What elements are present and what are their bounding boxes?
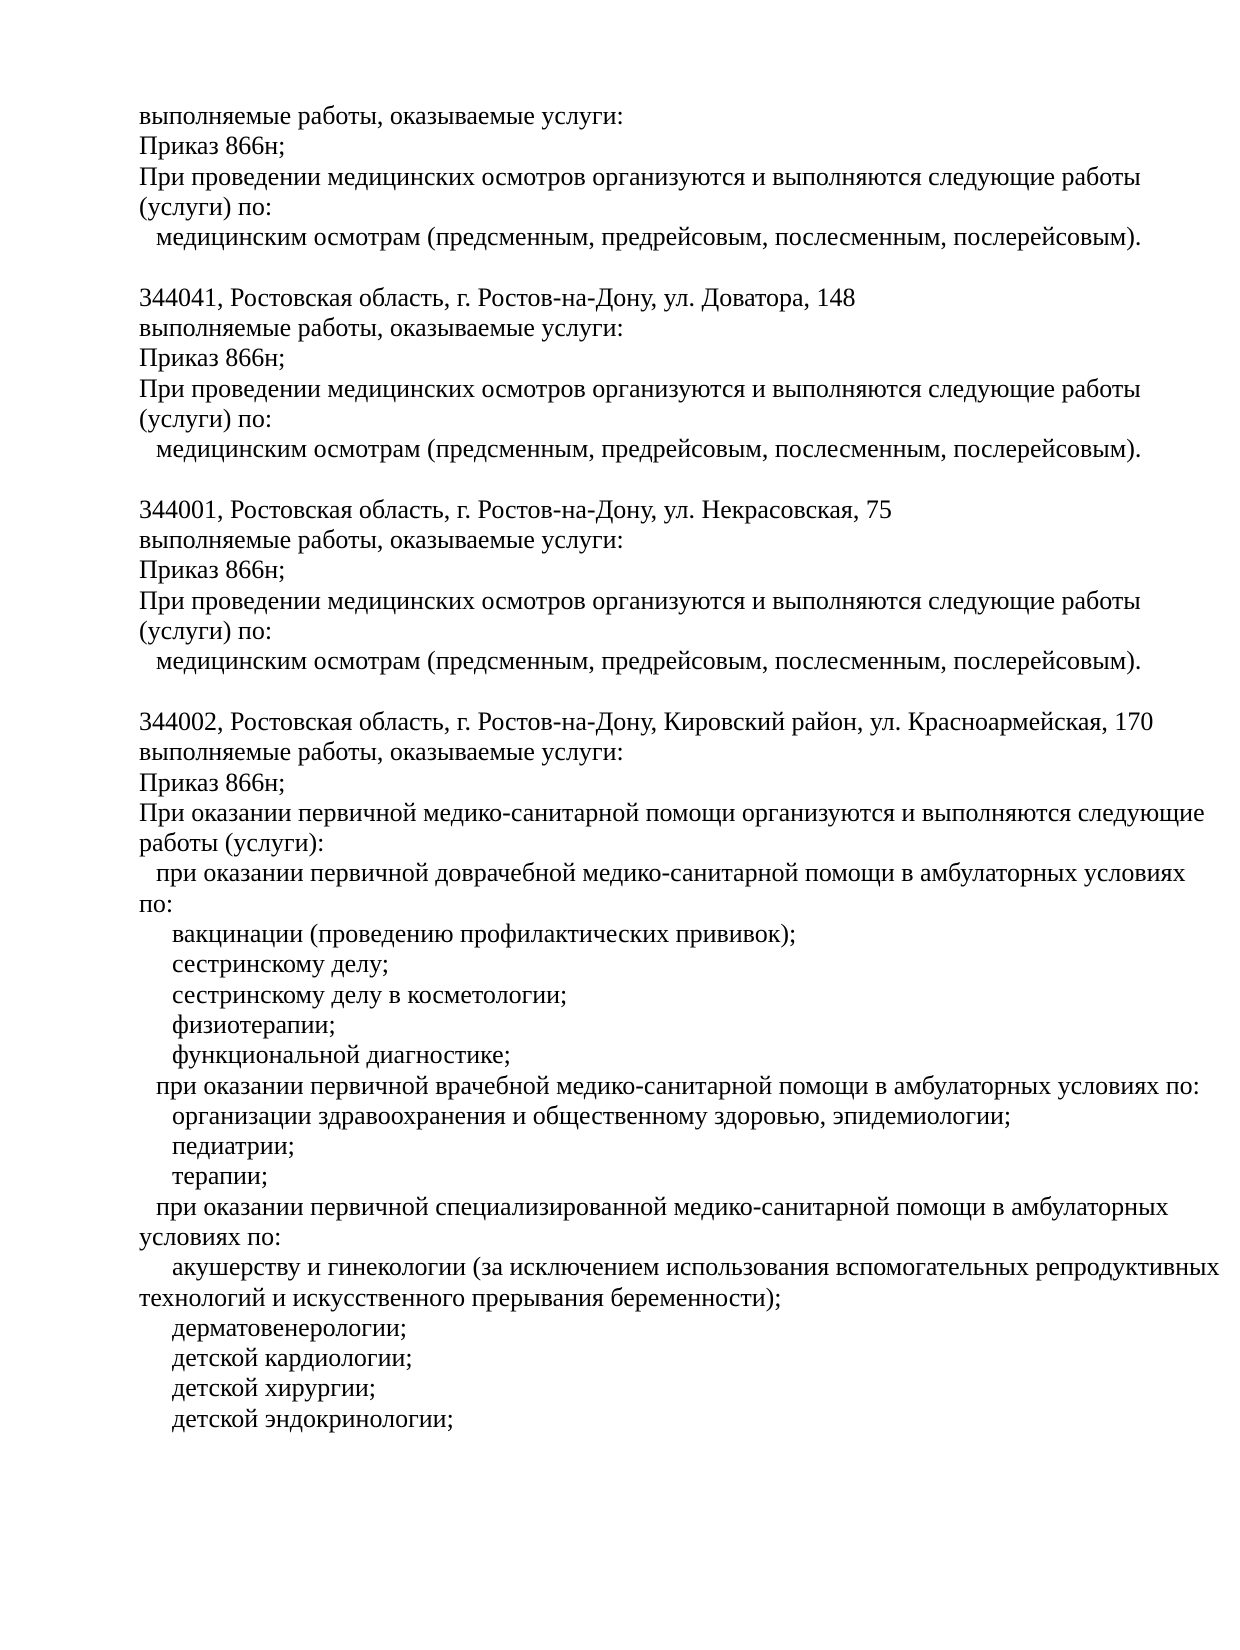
text-line: акушерству и гинекологии (за исключением использования вспомогательных репродуктивных bbox=[172, 1252, 1220, 1282]
text-line: детской кардиологии; bbox=[172, 1343, 413, 1373]
license-text-body bbox=[139, 101, 1220, 1434]
text-line: медицинским осмотрам (предсменным, предрейсовым, послесменным, послерейсовым). bbox=[156, 646, 1142, 676]
text-line: при оказании первичной врачебной медико-санитарной помощи в амбулаторных условиях по: bbox=[156, 1070, 1200, 1100]
text-line: медицинским осмотрам (предсменным, предрейсовым, послесменным, послерейсовым). bbox=[156, 434, 1142, 464]
text-line: детской эндокринологии; bbox=[172, 1403, 454, 1433]
text-line: Приказ 866н; bbox=[139, 555, 286, 585]
text-line: технологий и искусственного прерывания беременности); bbox=[139, 1282, 782, 1312]
text-line: функциональной диагностике; bbox=[172, 1040, 511, 1070]
address-line: 344041, Ростовская область, г. Ростов-на-Дону, ул. Доватора, 148 bbox=[139, 282, 856, 312]
text-line: (услуги) по: bbox=[139, 616, 273, 646]
blank-line bbox=[139, 252, 1180, 282]
text-line: вакцинации (проведению профилактических прививок); bbox=[172, 919, 797, 949]
text-line: работы (услуги): bbox=[139, 828, 325, 858]
text-line: педиатрии; bbox=[172, 1131, 295, 1161]
address-line: 344002, Ростовская область, г. Ростов-на-Дону, Кировский район, ул. Красноармейская, 170 bbox=[139, 706, 1154, 736]
text-line: физиотерапии; bbox=[172, 1009, 336, 1039]
text-line: условиях по: bbox=[139, 1221, 282, 1251]
text-line: выполняемые работы, оказываемые услуги: bbox=[139, 313, 624, 343]
text-line: выполняемые работы, оказываемые услуги: bbox=[139, 525, 624, 555]
text-line: При проведении медицинских осмотров организуются и выполняются следующие работы bbox=[139, 373, 1141, 403]
text-line: при оказании первичной специализированной медико-санитарной помощи в амбулаторных bbox=[156, 1191, 1169, 1221]
blank-line bbox=[139, 677, 1180, 707]
text-line: сестринскому делу в косметологии; bbox=[172, 979, 568, 1009]
text-line: организации здравоохранения и общественному здоровью, эпидемиологии; bbox=[172, 1100, 1012, 1130]
blank-line bbox=[139, 465, 1180, 495]
text-line: Приказ 866н; bbox=[139, 767, 286, 797]
text-line: по: bbox=[139, 888, 174, 918]
text-line: При оказании первичной медико-санитарной помощи организуются и выполняются следующие bbox=[139, 797, 1205, 827]
text-line: (услуги) по: bbox=[139, 403, 273, 433]
text-line: Приказ 866н; bbox=[139, 131, 286, 161]
text-line: (услуги) по: bbox=[139, 191, 273, 221]
text-line: терапии; bbox=[172, 1161, 269, 1191]
text-line: выполняемые работы, оказываемые услуги: bbox=[139, 101, 624, 130]
text-line: при оказании первичной доврачебной медико-санитарной помощи в амбулаторных условиях bbox=[156, 858, 1186, 888]
text-line: дерматовенерологии; bbox=[172, 1312, 408, 1342]
text-line: сестринскому делу; bbox=[172, 949, 390, 979]
text-line: Приказ 866н; bbox=[139, 343, 286, 373]
text-line: При проведении медицинских осмотров организуются и выполняются следующие работы bbox=[139, 585, 1141, 615]
address-line: 344001, Ростовская область, г. Ростов-на-Дону, ул. Некрасовская, 75 bbox=[139, 494, 892, 524]
text-line: медицинским осмотрам (предсменным, предрейсовым, послесменным, послерейсовым). bbox=[156, 222, 1142, 252]
text-line: детской хирургии; bbox=[172, 1373, 377, 1403]
text-line: выполняемые работы, оказываемые услуги: bbox=[139, 737, 624, 767]
text-line: При проведении медицинских осмотров организуются и выполняются следующие работы bbox=[139, 161, 1141, 191]
